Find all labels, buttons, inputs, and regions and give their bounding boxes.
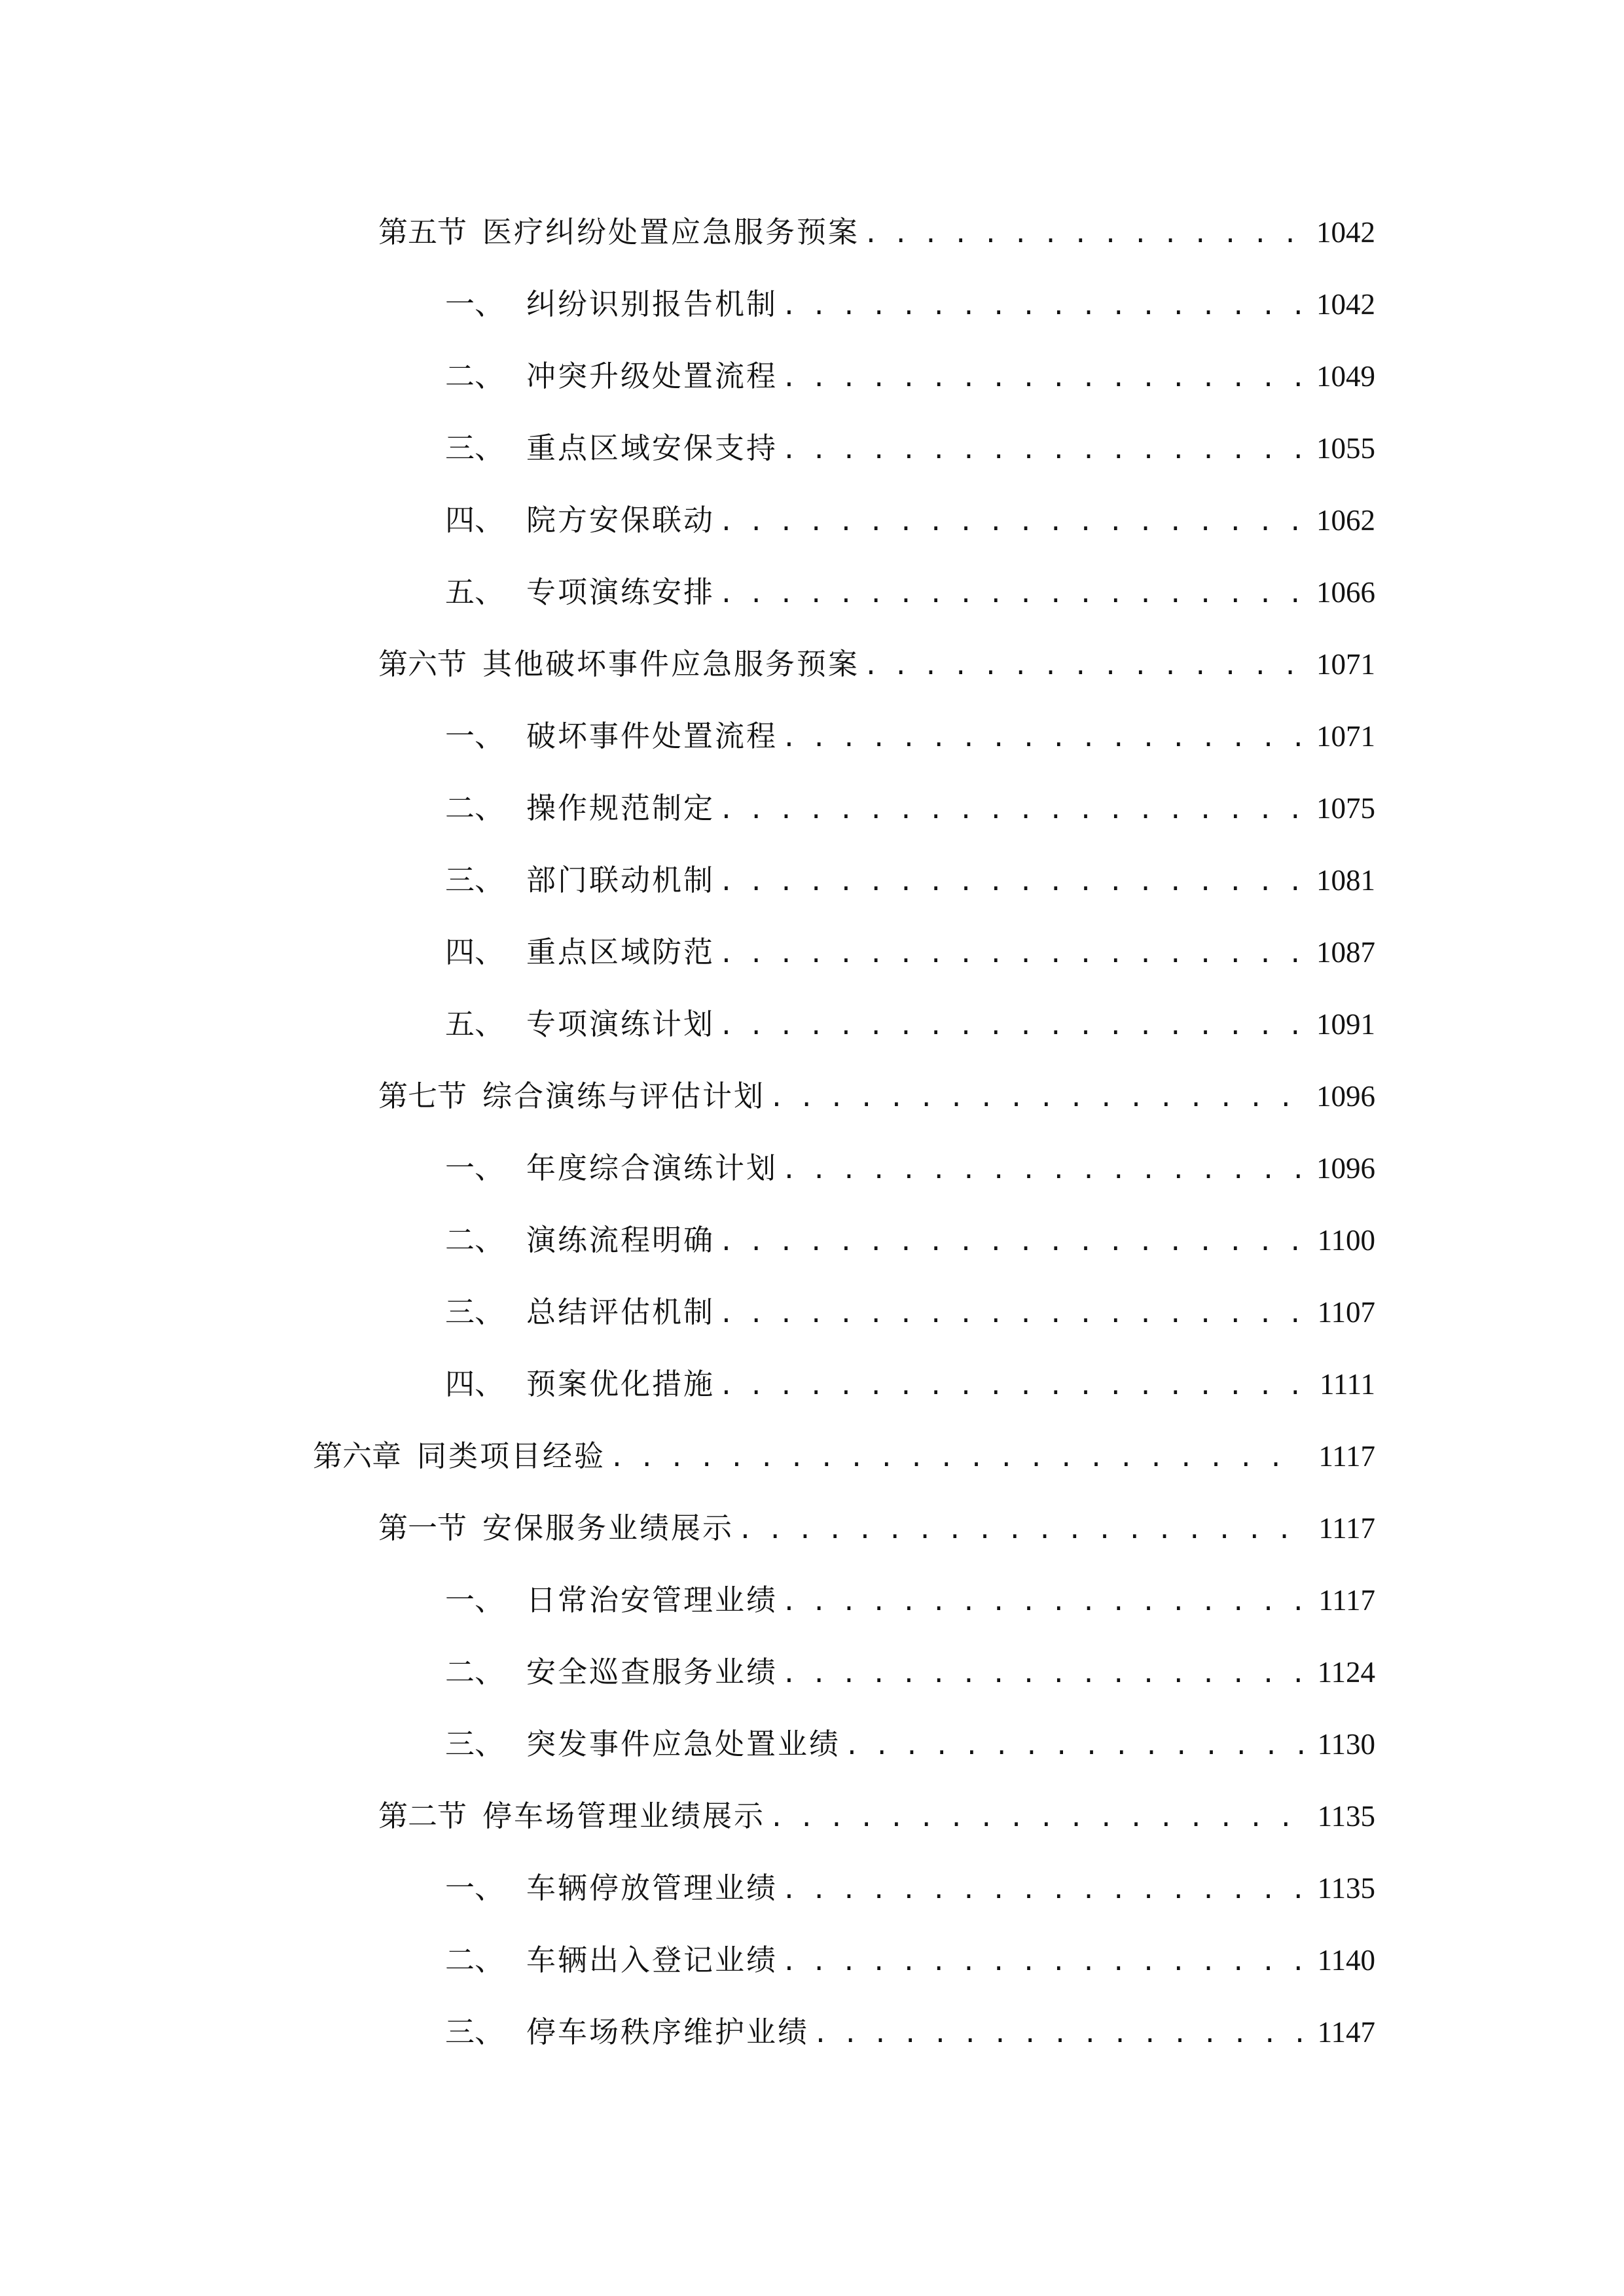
toc-entry-page: 1147 xyxy=(1317,2016,1375,2049)
toc-subsection-entry[interactable] xyxy=(445,1712,1375,1764)
toc-section-entry[interactable] xyxy=(378,632,1375,684)
toc-entry-number: 一、 xyxy=(445,1583,505,1617)
dot-leader xyxy=(719,1367,1303,1404)
toc-entry-title: 总结评估机制 xyxy=(526,1295,715,1329)
dot-leader xyxy=(769,1799,1303,1836)
toc-entry-title: 院方安保联动 xyxy=(526,503,715,537)
toc-entry-page: 1135 xyxy=(1317,1800,1375,1833)
toc-entry-page: 1117 xyxy=(1318,1584,1375,1617)
toc-entry-title: 纠纷识别报告机制 xyxy=(526,287,778,321)
toc-entry-page: 1140 xyxy=(1317,1944,1375,1977)
toc-entry-number: 三、 xyxy=(445,2015,505,2049)
toc-entry-page: 1066 xyxy=(1316,576,1375,609)
dot-leader xyxy=(719,791,1303,828)
toc-subsection-entry[interactable] xyxy=(445,416,1375,468)
toc-entry-title: 安保服务业绩展示 xyxy=(482,1511,734,1545)
dot-leader xyxy=(769,1079,1303,1116)
dot-leader xyxy=(738,1511,1303,1548)
toc-entry-title: 突发事件应急处置业绩 xyxy=(526,1727,841,1761)
toc-entry-number: 五、 xyxy=(445,575,505,609)
toc-subsection-entry[interactable] xyxy=(445,1640,1375,1692)
dot-leader xyxy=(782,287,1303,324)
dot-leader xyxy=(609,1439,1303,1476)
toc-entry-number: 四、 xyxy=(445,935,505,969)
dot-leader xyxy=(782,1583,1303,1620)
toc-subsection-entry[interactable] xyxy=(445,704,1375,756)
toc-entry-title: 破坏事件处置流程 xyxy=(526,719,778,753)
toc-entry-number: 第六章 xyxy=(313,1439,402,1473)
toc-entry-title: 演练流程明确 xyxy=(526,1223,715,1257)
toc-subsection-entry[interactable] xyxy=(445,776,1375,828)
toc-entry-page: 1091 xyxy=(1316,1008,1375,1041)
toc-entry-title: 专项演练安排 xyxy=(526,575,715,609)
toc-section-entry[interactable] xyxy=(378,1064,1375,1116)
toc-entry-title: 年度综合演练计划 xyxy=(526,1151,778,1185)
toc-subsection-entry[interactable] xyxy=(445,848,1375,900)
toc-entry-number: 一、 xyxy=(445,1151,505,1185)
toc-entry-page: 1130 xyxy=(1317,1728,1375,1761)
toc-entry-number: 第一节 xyxy=(378,1511,467,1545)
dot-leader xyxy=(782,359,1303,396)
dot-leader xyxy=(782,1943,1303,1980)
toc-entry-title: 日常治安管理业绩 xyxy=(526,1583,778,1617)
toc-entry-title: 车辆停放管理业绩 xyxy=(526,1871,778,1905)
toc-entry-title: 重点区域安保支持 xyxy=(526,431,778,465)
dot-leader xyxy=(719,863,1303,900)
toc-subsection-entry[interactable] xyxy=(445,488,1375,540)
toc-entry-page: 1096 xyxy=(1316,1152,1375,1185)
toc-section-entry[interactable] xyxy=(378,1496,1375,1548)
toc-entry-page: 1087 xyxy=(1316,936,1375,969)
toc-entry-title: 其他破坏事件应急服务预案 xyxy=(482,647,860,681)
toc-entry-number: 二、 xyxy=(445,791,505,825)
toc-subsection-entry[interactable] xyxy=(445,1208,1375,1260)
toc-section-entry[interactable] xyxy=(378,1784,1375,1836)
toc-subsection-entry[interactable] xyxy=(445,920,1375,972)
toc-entry-page: 1081 xyxy=(1316,864,1375,897)
toc-entry-number: 第五节 xyxy=(378,215,467,249)
dot-leader xyxy=(782,1151,1303,1188)
toc-entry-number: 五、 xyxy=(445,1007,505,1041)
toc-entry-title: 重点区域防范 xyxy=(526,935,715,969)
toc-entry-page: 1117 xyxy=(1318,1440,1375,1473)
toc-entry-number: 三、 xyxy=(445,431,505,465)
toc-entry-page: 1071 xyxy=(1316,648,1375,681)
dot-leader xyxy=(719,1295,1303,1332)
toc-entry-title: 操作规范制定 xyxy=(526,791,715,825)
toc-entry-title: 停车场秩序维护业绩 xyxy=(526,2015,810,2049)
dot-leader xyxy=(719,1007,1303,1044)
toc-entry-title: 部门联动机制 xyxy=(526,863,715,897)
dot-leader xyxy=(782,1871,1303,1908)
toc-entry-title: 医疗纠纷处置应急服务预案 xyxy=(482,215,860,249)
toc-subsection-entry[interactable] xyxy=(445,344,1375,396)
toc-entry-number: 一、 xyxy=(445,287,505,321)
toc-entry-page: 1042 xyxy=(1316,216,1375,249)
dot-leader xyxy=(719,503,1303,540)
toc-entry-number: 一、 xyxy=(445,1871,505,1905)
toc-entry-title: 冲突升级处置流程 xyxy=(526,359,778,393)
toc-entry-page: 1107 xyxy=(1317,1296,1375,1329)
toc-subsection-entry[interactable] xyxy=(445,992,1375,1044)
toc-entry-page: 1075 xyxy=(1316,792,1375,825)
toc-entry-page: 1055 xyxy=(1316,432,1375,465)
dot-leader xyxy=(844,1727,1303,1764)
toc-entry-number: 三、 xyxy=(445,863,505,897)
dot-leader xyxy=(719,935,1303,972)
toc-entry-number: 四、 xyxy=(445,503,505,537)
toc-entry-number: 二、 xyxy=(445,1223,505,1257)
toc-entry-title: 预案优化措施 xyxy=(526,1367,715,1401)
toc-entry-page: 1111 xyxy=(1320,1368,1375,1401)
dot-leader xyxy=(863,215,1303,252)
toc-entry-number: 第六节 xyxy=(378,647,467,681)
toc-entry-title: 停车场管理业绩展示 xyxy=(482,1799,766,1833)
toc-entry-number: 二、 xyxy=(445,359,505,393)
toc-subsection-entry[interactable] xyxy=(445,1280,1375,1332)
toc-subsection-entry[interactable] xyxy=(445,1568,1375,1620)
toc-entry-page: 1135 xyxy=(1317,1872,1375,1905)
toc-subsection-entry[interactable] xyxy=(445,1856,1375,1908)
toc-entry-number: 三、 xyxy=(445,1727,505,1761)
toc-section-entry[interactable] xyxy=(378,200,1375,252)
toc-entry-number: 三、 xyxy=(445,1295,505,1329)
toc-entry-title: 专项演练计划 xyxy=(526,1007,715,1041)
toc-subsection-entry[interactable] xyxy=(445,560,1375,612)
toc-subsection-entry[interactable] xyxy=(445,1136,1375,1188)
toc-entry-number: 四、 xyxy=(445,1367,505,1401)
dot-leader xyxy=(863,647,1303,684)
dot-leader xyxy=(782,431,1303,468)
toc-entry-number: 二、 xyxy=(445,1943,505,1977)
toc-entry-number: 二、 xyxy=(445,1655,505,1689)
dot-leader xyxy=(782,1655,1303,1692)
toc-subsection-entry[interactable] xyxy=(445,272,1375,324)
dot-leader xyxy=(782,719,1303,756)
toc-entry-page: 1062 xyxy=(1316,504,1375,537)
dot-leader xyxy=(719,575,1303,612)
toc-subsection-entry[interactable] xyxy=(445,1928,1375,1980)
toc-entry-page: 1117 xyxy=(1318,1512,1375,1545)
toc-subsection-entry[interactable] xyxy=(445,1352,1375,1404)
toc-subsection-entry[interactable] xyxy=(445,2000,1375,2052)
toc-entry-page: 1042 xyxy=(1316,288,1375,321)
toc-entry-page: 1096 xyxy=(1316,1080,1375,1113)
toc-chapter-entry[interactable] xyxy=(313,1424,1375,1476)
dot-leader xyxy=(813,2015,1303,2052)
toc-entry-number: 第二节 xyxy=(378,1799,467,1833)
toc-entry-title: 同类项目经验 xyxy=(417,1439,606,1473)
toc-entry-page: 1049 xyxy=(1316,360,1375,393)
dot-leader xyxy=(719,1223,1303,1260)
toc-entry-number: 第七节 xyxy=(378,1079,467,1113)
toc-entry-title: 安全巡查服务业绩 xyxy=(526,1655,778,1689)
toc-entry-page: 1100 xyxy=(1317,1224,1375,1257)
toc-entry-title: 综合演练与评估计划 xyxy=(482,1079,766,1113)
toc-entry-title: 车辆出入登记业绩 xyxy=(526,1943,778,1977)
toc-entry-page: 1071 xyxy=(1316,720,1375,753)
toc-entry-page: 1124 xyxy=(1317,1656,1375,1689)
toc-entry-number: 一、 xyxy=(445,719,505,753)
